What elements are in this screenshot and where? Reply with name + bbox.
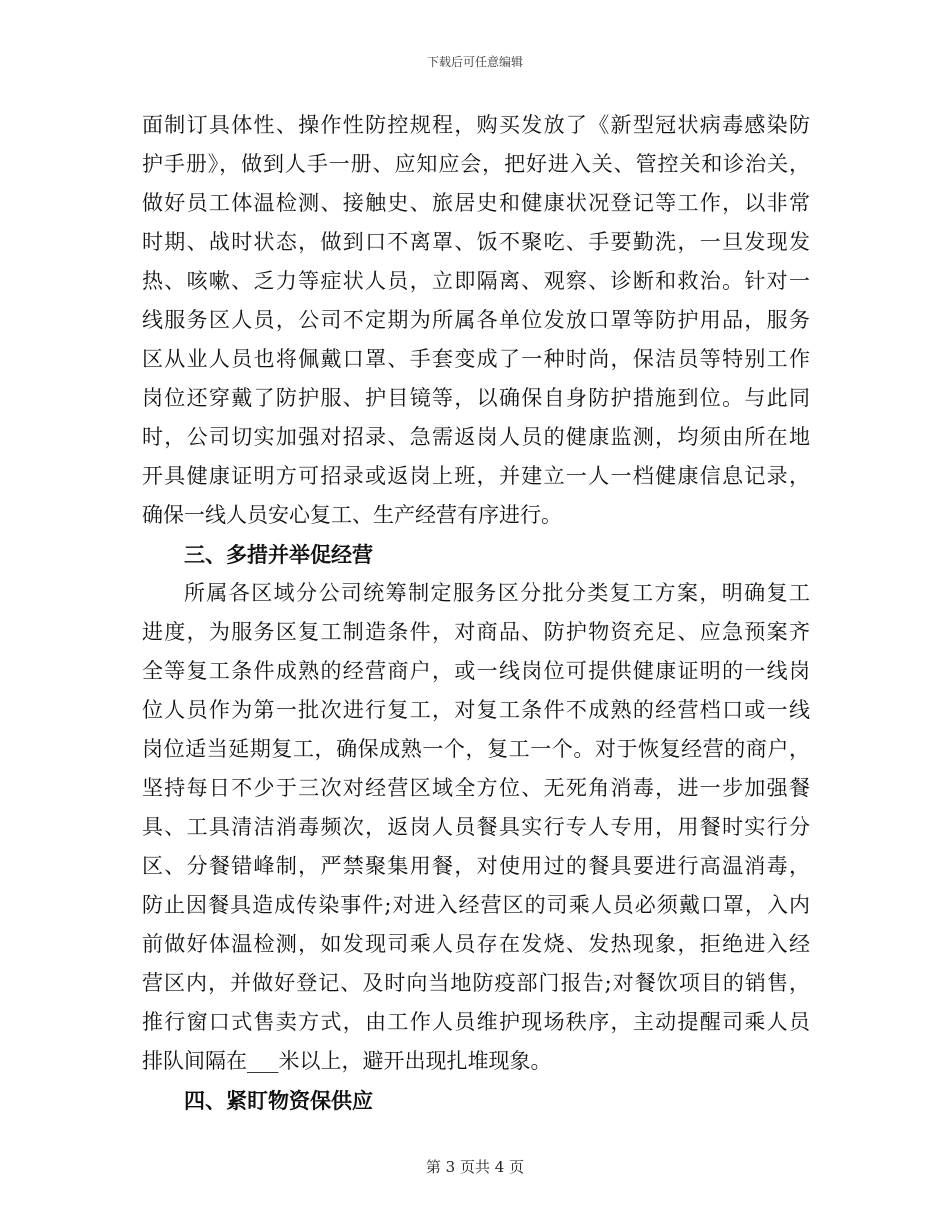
paragraph-line: 面制订具体性、操作性防控规程，购买发放了《新型冠状病毒感染防: [142, 113, 810, 137]
page-header: 下载后可任意编辑: [426, 55, 523, 69]
paragraph-line: 区从业人员也将佩戴口罩、手套变成了一种时尚，保洁员等特别工作: [142, 347, 810, 371]
paragraph-line: 护手册》，做到人手一册、应知应会，把好进入关、管控关和诊治关，: [142, 152, 810, 176]
paragraph-line: 防止因餐具造成传染事件;对进入经营区的司乘人员必须戴口罩，入内: [142, 893, 810, 917]
paragraph-line: 线服务区人员，公司不定期为所属各单位发放口罩等防护用品，服务: [142, 308, 810, 332]
paragraph-line: 位人员作为第一批次进行复工，对复工条件不成熟的经营档口或一线: [142, 698, 810, 722]
paragraph-line: 进度，为服务区复工制造条件，对商品、防护物资充足、应急预案齐: [142, 620, 810, 644]
paragraph-line: 确保一线人员安心复工、生产经营有序进行。: [142, 503, 562, 527]
paragraph-line: 排队间隔在___米以上，避开出现扎堆现象。: [142, 1049, 552, 1073]
paragraph-line: 做好员工体温检测、接触史、旅居史和健康状况登记等工作，以非常: [142, 191, 810, 215]
paragraph-line: 时，公司切实加强对招录、急需返岗人员的健康监测，均须由所在地: [142, 425, 810, 449]
paragraph-line: 开具健康证明方可招录或返岗上班，并建立一人一档健康信息记录，: [142, 464, 810, 488]
document-body: [142, 106, 810, 1120]
paragraph-line: 推行窗口式售卖方式，由工作人员维护现场秩序，主动提醒司乘人员: [142, 1010, 810, 1034]
paragraph-line: 岗位适当延期复工，确保成熟一个，复工一个。对于恢复经营的商户，: [142, 737, 810, 761]
paragraph-line: 岗位还穿戴了防护服、护目镜等，以确保自身防护措施到位。与此同: [142, 386, 810, 410]
paragraph-line: 全等复工条件成熟的经营商户，或一线岗位可提供健康证明的一线岗: [142, 659, 810, 683]
paragraph-line: 坚持每日不少于三次对经营区域全方位、无死角消毒，进一步加强餐: [142, 776, 810, 800]
section-heading: 四、紧盯物资保供应: [184, 1088, 373, 1113]
section-heading: 三、多措并举促经营: [184, 542, 373, 567]
paragraph-line: 区、分餐错峰制，严禁聚集用餐，对使用过的餐具要进行高温消毒，: [142, 854, 810, 878]
paragraph-line: 营区内，并做好登记、及时向当地防疫部门报告;对餐饮项目的销售，: [142, 971, 810, 995]
page-footer: 第 3 页共 4 页: [425, 1158, 525, 1176]
paragraph-line: 具、工具清洁消毒频次，返岗人员餐具实行专人专用，用餐时实行分: [142, 815, 810, 839]
paragraph-line: 所属各区域分公司统筹制定服务区分批分类复工方案，明确复工: [184, 581, 810, 605]
paragraph-line: 前做好体温检测，如发现司乘人员存在发烧、发热现象，拒绝进入经: [142, 932, 810, 956]
paragraph-line: 热、咳嗽、乏力等症状人员，立即隔离、观察、诊断和救治。针对一: [142, 269, 810, 293]
paragraph-line: 时期、战时状态，做到口不离罩、饭不聚吃、手要勤洗，一旦发现发: [142, 230, 810, 254]
